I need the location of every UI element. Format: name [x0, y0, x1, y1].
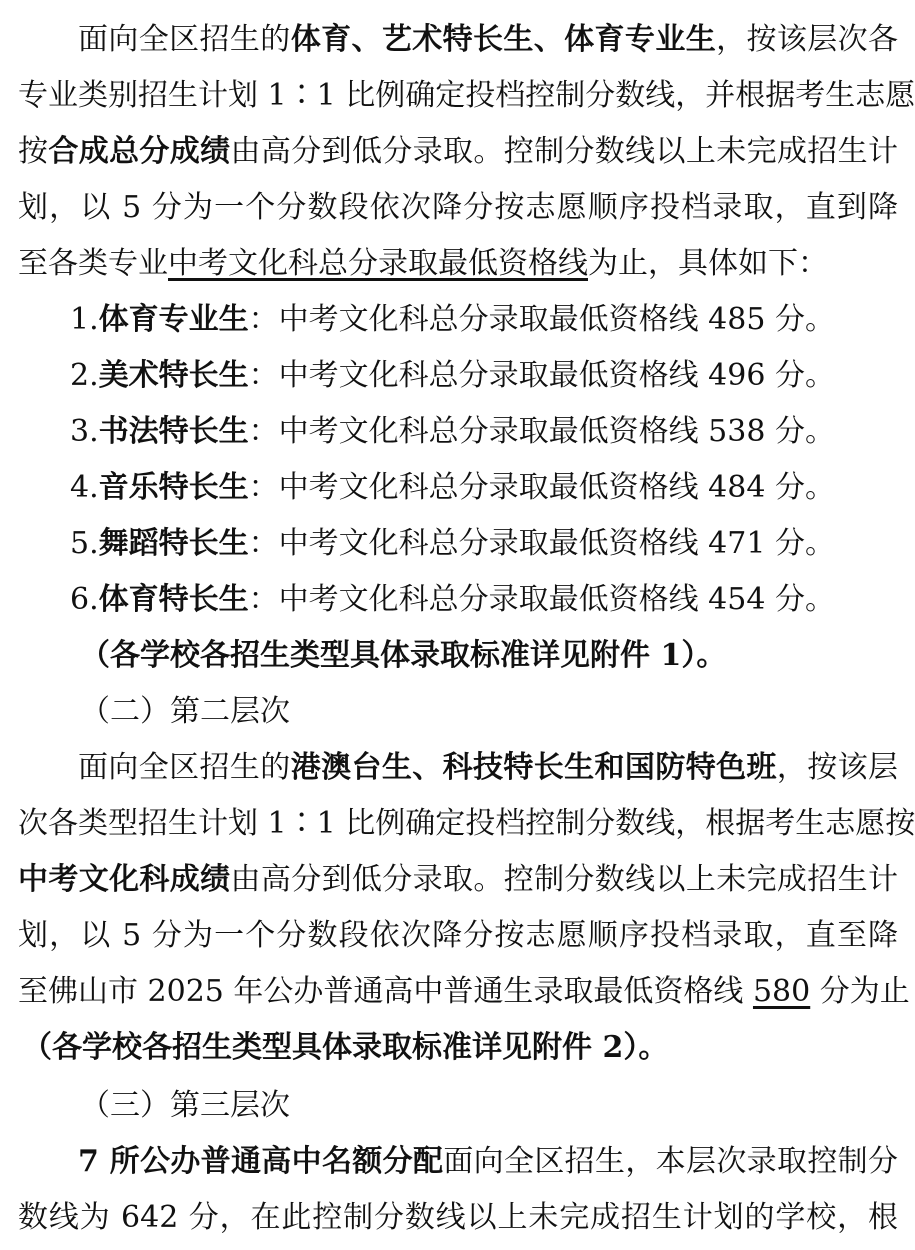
tier3-line-1 [78, 1134, 898, 1190]
list-separator: ： [248, 526, 279, 561]
text-run: 按 [18, 134, 49, 169]
text-run: 面向全区招生，本层次录取控制分 [443, 1144, 898, 1179]
list-item [70, 572, 898, 628]
text-run: 次各类型招生计划 1∶1 比例确定投档控制分数线，根据考生志愿按 [18, 806, 915, 841]
list-category: 书法特长生 [98, 414, 249, 449]
text-run: ，按该层次各 [716, 22, 899, 57]
tier3-heading [80, 1078, 898, 1134]
tier1-line-2 [18, 68, 915, 124]
text-run: 由高分到低分录取。控制分数线以上未完成招生计 [230, 134, 899, 169]
list-item [70, 460, 898, 516]
bold-run: 体育、艺术特长生、体育专业生 [290, 22, 717, 57]
tier2-heading [80, 684, 898, 740]
text-run: 由高分到低分录取。控制分数线以上未完成招生计 [230, 862, 898, 897]
list-category: 体育特长生 [98, 582, 249, 617]
list-separator: ： [248, 302, 279, 337]
bold-run: （各学校各招生类型具体录取标准详见附件 1）。 [80, 638, 727, 673]
list-number: 6. [70, 582, 99, 617]
list-number: 1. [70, 302, 99, 337]
list-item [70, 404, 898, 460]
bold-run: 中考文化科成绩 [18, 862, 231, 897]
text-run: 至各类专业 [18, 246, 168, 281]
tier2-note [22, 1020, 898, 1076]
tier2-line-1 [78, 740, 898, 796]
list-separator: ： [248, 414, 279, 449]
list-number: 4. [70, 470, 99, 505]
list-separator: ： [248, 470, 279, 505]
list-text: 中考文化科总分录取最低资格线 485 分。 [278, 302, 835, 337]
text-run: 为止，具体如下： [588, 246, 828, 281]
text-run: 划，以 5 分为一个分数段依次降分按志愿顺序投档录取，直到降 [18, 190, 898, 225]
list-item [70, 516, 898, 572]
list-number: 3. [70, 414, 99, 449]
tier1-line-1 [78, 12, 898, 68]
list-separator: ： [248, 582, 279, 617]
underlined-run: 中考文化科总分录取最低资格线 [168, 246, 588, 281]
list-category: 舞蹈特长生 [98, 526, 249, 561]
section-heading: （三）第三层次 [80, 1088, 290, 1123]
text-run: 分为止 [810, 974, 910, 1009]
list-text: 中考文化科总分录取最低资格线 538 分。 [278, 414, 835, 449]
text-run: 划，以 5 分为一个分数段依次降分按志愿顺序投档录取，直至降 [18, 918, 898, 953]
tier3-line-2 [18, 1190, 898, 1246]
text-run: 数线为 642 分，在此控制分数线以上未完成招生计划的学校，根 [18, 1200, 898, 1235]
bold-run: 7 所公办普通高中名额分配 [78, 1144, 444, 1179]
tier1-line-3 [18, 124, 898, 180]
list-item [70, 292, 898, 348]
list-text: 中考文化科总分录取最低资格线 496 分。 [278, 358, 835, 393]
tier1-line-4 [18, 180, 898, 236]
tier1-note [80, 628, 898, 684]
section-heading: （二）第二层次 [80, 694, 290, 729]
list-category: 体育专业生 [98, 302, 249, 337]
list-text: 中考文化科总分录取最低资格线 484 分。 [278, 470, 835, 505]
tier2-line-4 [18, 908, 898, 964]
tier2-line-2 [18, 796, 915, 852]
text-run: 面向全区招生的 [78, 750, 291, 785]
bold-run: （各学校各招生类型具体录取标准详见附件 2）。 [22, 1030, 669, 1065]
text-run: ，按该层 [776, 750, 899, 785]
tier2-line-5 [18, 964, 910, 1020]
list-category: 美术特长生 [98, 358, 249, 393]
bold-run: 港澳台生、科技特长生和国防特色班 [290, 750, 777, 785]
list-item [70, 348, 898, 404]
tier2-line-3 [18, 852, 898, 908]
list-text: 中考文化科总分录取最低资格线 454 分。 [278, 582, 835, 617]
bold-run: 合成总分成绩 [48, 134, 231, 169]
list-category: 音乐特长生 [98, 470, 249, 505]
text-run: 至佛山市 2025 年公办普通高中普通生录取最低资格线 [18, 974, 753, 1009]
list-separator: ： [248, 358, 279, 393]
text-run: 面向全区招生的 [78, 22, 291, 57]
tier1-line-5 [18, 236, 898, 292]
list-number: 2. [70, 358, 99, 393]
list-text: 中考文化科总分录取最低资格线 471 分。 [278, 526, 835, 561]
underlined-run: 580 [752, 974, 811, 1009]
list-number: 5. [70, 526, 99, 561]
text-run: 专业类别招生计划 1∶1 比例确定投档控制分数线，并根据考生志愿 [18, 78, 915, 113]
